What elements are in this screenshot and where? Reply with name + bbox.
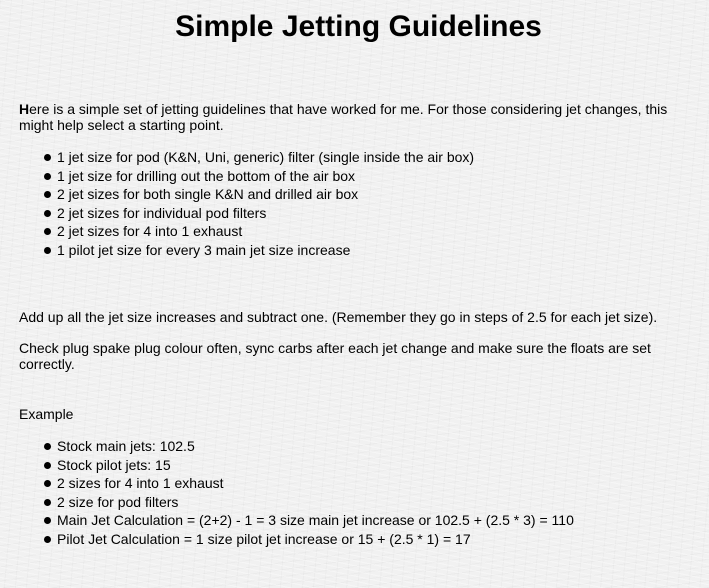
bullet-icon — [44, 443, 51, 450]
list-item-text: 2 sizes for 4 into 1 exhaust — [57, 475, 224, 491]
guidelines-list — [0, 148, 474, 259]
bullet-icon — [44, 536, 51, 543]
list-item-text: 2 jet sizes for individual pod filters — [57, 204, 267, 221]
bullet-icon — [44, 228, 51, 235]
list-item — [0, 456, 574, 475]
list-item — [0, 474, 574, 493]
bullet-icon — [44, 191, 51, 198]
list-item-text: 2 size for pod filters — [57, 493, 179, 510]
list-item — [0, 204, 474, 223]
list-item-text: 2 jet sizes for 4 into 1 exhaust — [57, 223, 243, 239]
example-list — [0, 437, 574, 548]
page-title: Simple Jetting Guidelines — [175, 10, 542, 43]
list-item — [0, 437, 574, 456]
bullet-icon — [44, 462, 51, 469]
bullet-icon — [44, 499, 51, 506]
list-item-text: Stock pilot jets: 15 — [57, 456, 171, 473]
list-item-text: Stock main jets: 102.5 — [57, 438, 195, 454]
bullet-icon — [44, 247, 51, 254]
add-up-paragraph: Add up all the jet size increases and subtract one. (Remember they go in steps of 2.5 for each jet size). — [19, 309, 658, 325]
list-item-text: 2 jet sizes for both single K&N and drilled air box — [57, 186, 359, 202]
bullet-icon — [44, 173, 51, 180]
list-item-text: 1 jet size for drilling out the bottom of the air box — [57, 167, 356, 184]
bullet-icon — [44, 210, 51, 217]
list-item-text: Main Jet Calculation = (2+2) - 1 = 3 size main jet increase or 102.5 + (2.5 * 3) = 110 — [57, 512, 574, 528]
check-paragraph: Check plug spake plug colour often, sync carbs after each jet change and make sure the floats are set correctly. — [19, 340, 651, 372]
list-item-text: 1 pilot jet size for every 3 main jet size increase — [57, 241, 351, 258]
list-item-text: 1 jet size for pod (K&N, Uni, generic) filter (single inside the air box) — [57, 149, 475, 165]
list-item — [0, 241, 474, 260]
list-item-text: Pilot Jet Calculation = 1 size pilot jet increase or 15 + (2.5 * 1) = 17 — [57, 530, 471, 547]
intro-text: ere is a simple set of jetting guidelines that have worked for me. For those considering jet changes, this might help select a starting point. — [19, 101, 668, 133]
list-item — [0, 511, 574, 530]
intro-paragraph — [19, 101, 705, 133]
intro-lead-letter: H — [19, 101, 30, 117]
example-heading: Example — [19, 406, 74, 422]
list-item — [0, 167, 474, 186]
list-item — [0, 530, 574, 549]
bullet-icon — [44, 154, 51, 161]
list-item — [0, 493, 574, 512]
list-item — [0, 185, 474, 204]
list-item — [0, 148, 474, 167]
list-item — [0, 222, 474, 241]
bullet-icon — [44, 480, 51, 487]
bullet-icon — [44, 517, 51, 524]
